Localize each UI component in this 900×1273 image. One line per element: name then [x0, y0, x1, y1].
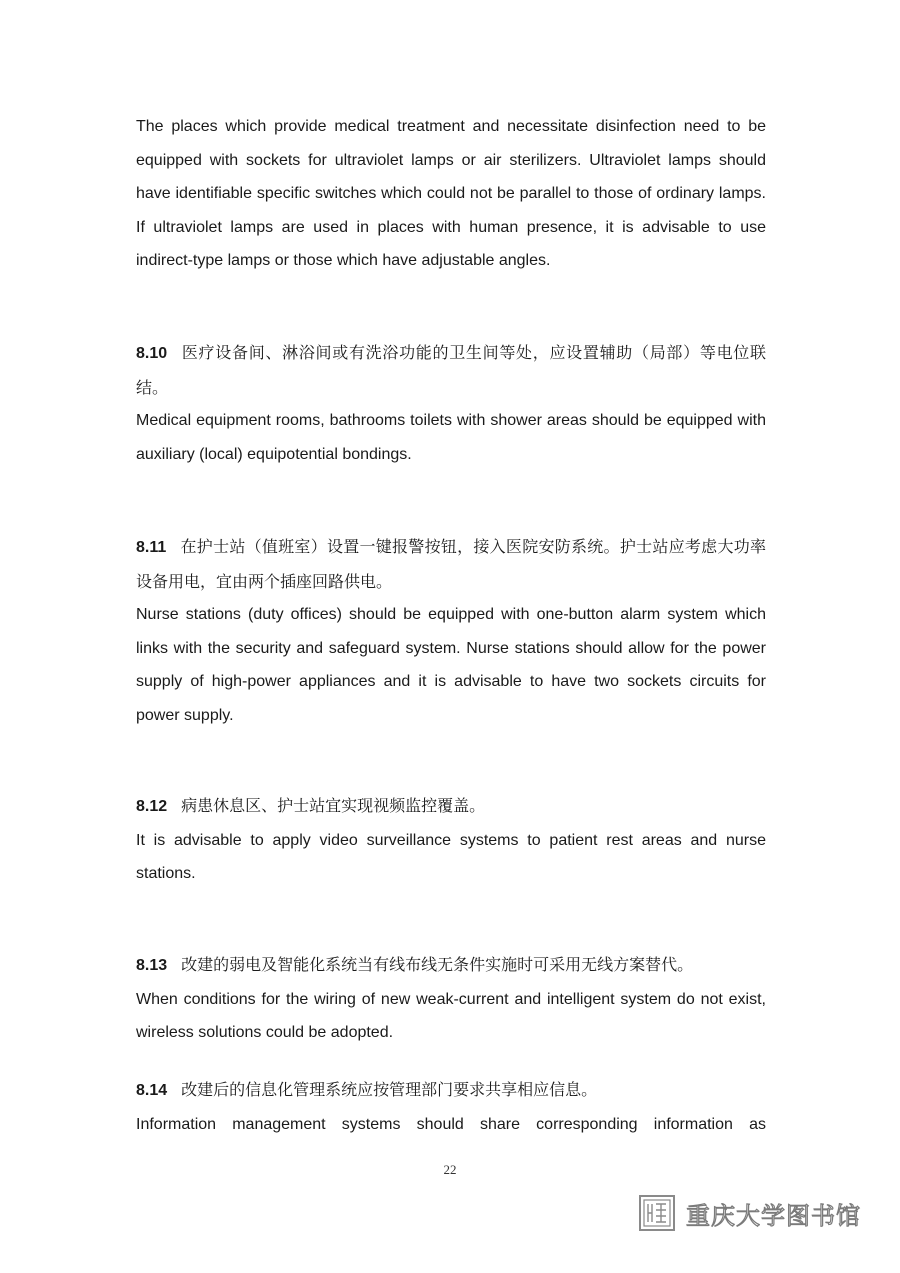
clause-text-en: Nurse stations (duty offices) should be equipped with one-button alarm system which links with the security and safeguard system. Nurse stations should allow for the power supply of high-power appliances and it is advisable to have two sockets circuits for power supply. — [136, 606, 766, 724]
clause-heading — [136, 948, 766, 983]
page-number: 22 — [443, 1162, 457, 1177]
clause-number: 8.12 — [136, 798, 168, 815]
intro-text-en: The places which provide medical treatment and necessitate disinfection need to be equipped with sockets for ultraviolet lamps or air sterilizers. Ultraviolet lamps should have identifiable specific switches which could not be parallel to those of ordinary lamps. If ultraviolet lamps are used in places with human presence, it is advisable to use indirect-type lamps or those which have adjustable angles. — [136, 118, 766, 269]
clause-text-zh: 病患休息区、护士站宜实现视频监控覆盖。 — [181, 796, 486, 815]
clause-number: 8.11 — [136, 539, 167, 556]
clause-8-10 — [136, 336, 766, 471]
clause-number: 8.14 — [136, 1082, 168, 1099]
watermark-text: 重庆大学图书馆 — [686, 1201, 861, 1230]
library-watermark — [638, 1192, 870, 1234]
clause-8-11 — [136, 530, 766, 732]
clause-heading — [136, 789, 766, 824]
clause-text-en: Medical equipment rooms, bathrooms toilets with shower areas should be equipped with auxiliary (local) equipotential bondings. — [136, 412, 766, 463]
clause-text-en: Information management systems should share corresponding information as — [136, 1115, 766, 1133]
clause-8-14 — [136, 1073, 766, 1141]
clause-text-zh: 医疗设备间、淋浴间或有洗浴功能的卫生间等处，应设置辅助（局部）等电位联结。 — [136, 343, 766, 397]
clause-number: 8.13 — [136, 957, 168, 974]
clause-text-zh: 改建后的信息化管理系统应按管理部门要求共享相应信息。 — [181, 1080, 598, 1099]
clause-8-13 — [136, 948, 766, 1050]
intro-paragraph — [136, 110, 766, 278]
clause-heading — [136, 1073, 766, 1108]
clause-heading — [136, 336, 766, 404]
clause-text-zh: 改建的弱电及智能化系统当有线布线无条件实施时可采用无线方案替代。 — [181, 955, 694, 974]
library-seal-icon — [638, 1194, 676, 1232]
clause-8-12 — [136, 789, 766, 891]
clause-text-en: When conditions for the wiring of new weak-current and intelligent system do not exist, wireless solutions could be adopted. — [136, 990, 766, 1041]
clause-text-en: It is advisable to apply video surveillance systems to patient rest areas and nurse stations. — [136, 831, 766, 882]
clause-heading — [136, 530, 766, 598]
clause-text-zh: 在护士站（值班室）设置一键报警按钮，接入医院安防系统。护士站应考虑大功率设备用电，宜由两个插座回路供电。 — [136, 537, 766, 591]
clause-number: 8.10 — [136, 345, 168, 362]
